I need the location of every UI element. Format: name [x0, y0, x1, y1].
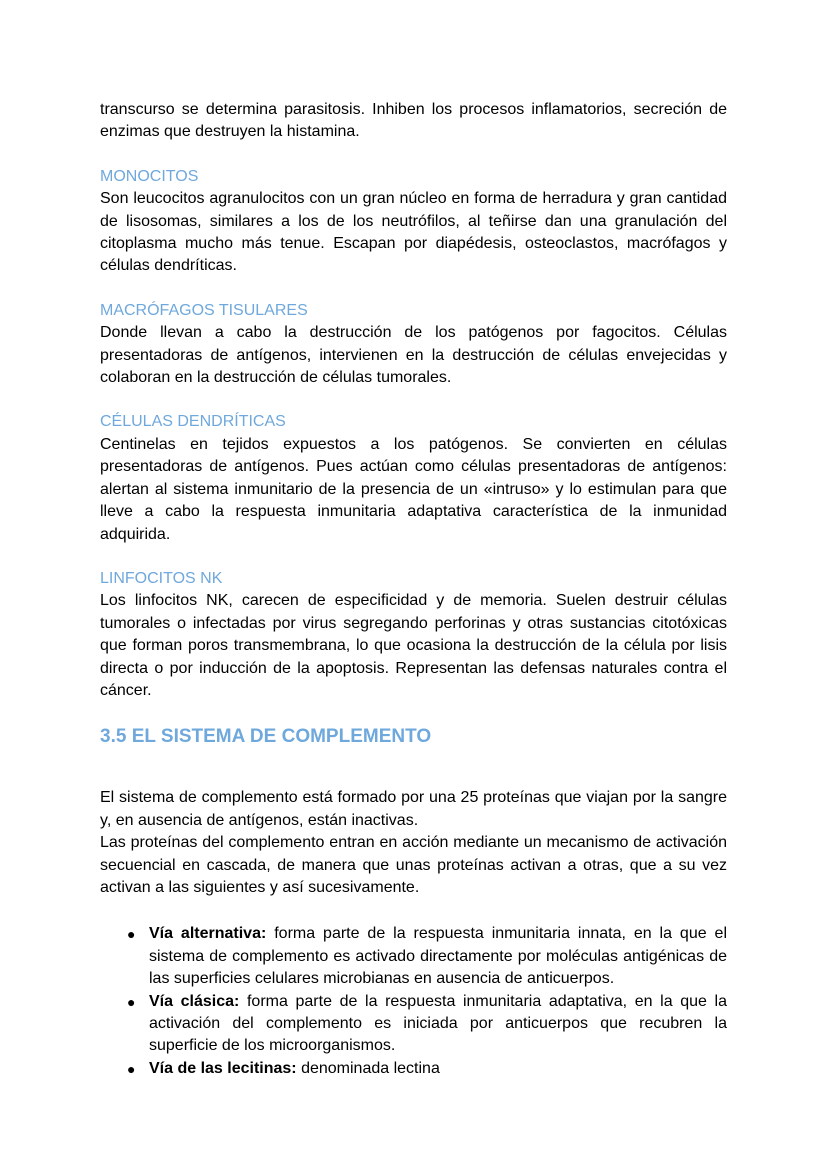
bullet-icon: ●	[127, 993, 136, 1010]
list-item	[100, 923, 727, 990]
list-item-text: denominada lectina	[296, 1059, 440, 1077]
section-linfocitos-nk	[100, 568, 727, 702]
section-text: Donde llevan a cabo la destrucción de los patógenos por fagocitos. Células presentadoras de antígenos, intervienen en la destrucción de células envejecidas y colaboran en la destrucción de células tumorales.	[100, 324, 727, 387]
list-item-text: forma parte de la respuesta inmunitaria adaptativa, en la que la activación del complemento es iniciada por anticuerpos que recubren la superficie de los microorganismos.	[149, 992, 728, 1055]
list-item-term: Vía de las lecitinas:	[149, 1059, 297, 1077]
list-item-term: Vía alternativa:	[149, 925, 267, 943]
list-item	[100, 1058, 727, 1080]
complement-intro	[100, 787, 727, 899]
complement-pathways-list	[100, 923, 727, 1080]
section-title: CÉLULAS DENDRÍTICAS	[100, 413, 286, 431]
list-item-text: forma parte de la respuesta inmunitaria innata, en la que el sistema de complemento es activado directamente por moléculas antigénicas de las superficies celulares microbianas en ausencia de anticuerpos.	[149, 925, 728, 988]
section-title: MONOCITOS	[100, 167, 199, 185]
complement-paragraph: El sistema de complemento está formado por una 25 proteínas que viajan por la sangre y, en ausencia de antígenos, están inactivas.	[100, 789, 727, 829]
bullet-icon: ●	[127, 1060, 136, 1077]
complement-heading: 3.5 EL SISTEMA DE COMPLEMENTO	[100, 726, 432, 748]
intro-paragraph: transcurso se determina parasitosis. Inhiben los procesos inflamatorios, secreción de enzimas que destruyen la histamina.	[100, 101, 727, 141]
section-text: Los linfocitos NK, carecen de especificidad y de memoria. Suelen destruir células tumorales o infectadas por virus segregando perforinas y otras sustancias citotóxicas que forman poros transmembrana, lo que ocasiona la destrucción de la célula por lisis directa o por inducción de la apoptosis. Representan las defensas naturales contra el cáncer.	[100, 592, 727, 699]
section-monocitos	[100, 166, 727, 278]
section-macrofagos	[100, 300, 727, 390]
list-item	[100, 991, 727, 1058]
section-text: Son leucocitos agranulocitos con un gran núcleo en forma de herradura y gran cantidad de lisosomas, similares a los de los neutrófilos, al teñirse dan una granulación del citoplasma mucho más tenue. Escapan por diapédesis, osteoclastos, macrófagos y células dendríticas.	[100, 190, 727, 275]
section-celulas-dendriticas	[100, 411, 727, 545]
complement-paragraph: Las proteínas del complemento entran en acción mediante un mecanismo de activación secuencial en cascada, de manera que unas proteínas activan a otras, que a su vez activan a las siguientes y así sucesivamente.	[100, 834, 727, 896]
section-title: MACRÓFAGOS TISULARES	[100, 301, 308, 319]
bullet-icon: ●	[127, 926, 136, 943]
list-item-term: Vía clásica:	[149, 992, 240, 1010]
section-text: Centinelas en tejidos expuestos a los patógenos. Se convierten en células presentadoras de antígenos. Pues actúan como células presentadoras de antígenos: alertan al sistema inmunitario de la presencia de un «intruso» y lo estimulan para que lleve a cabo la respuesta inmunitaria adaptativa característica de la inmunidad adquirida.	[100, 435, 727, 543]
section-title: LINFOCITOS NK	[100, 569, 223, 587]
document-page	[100, 99, 727, 1080]
